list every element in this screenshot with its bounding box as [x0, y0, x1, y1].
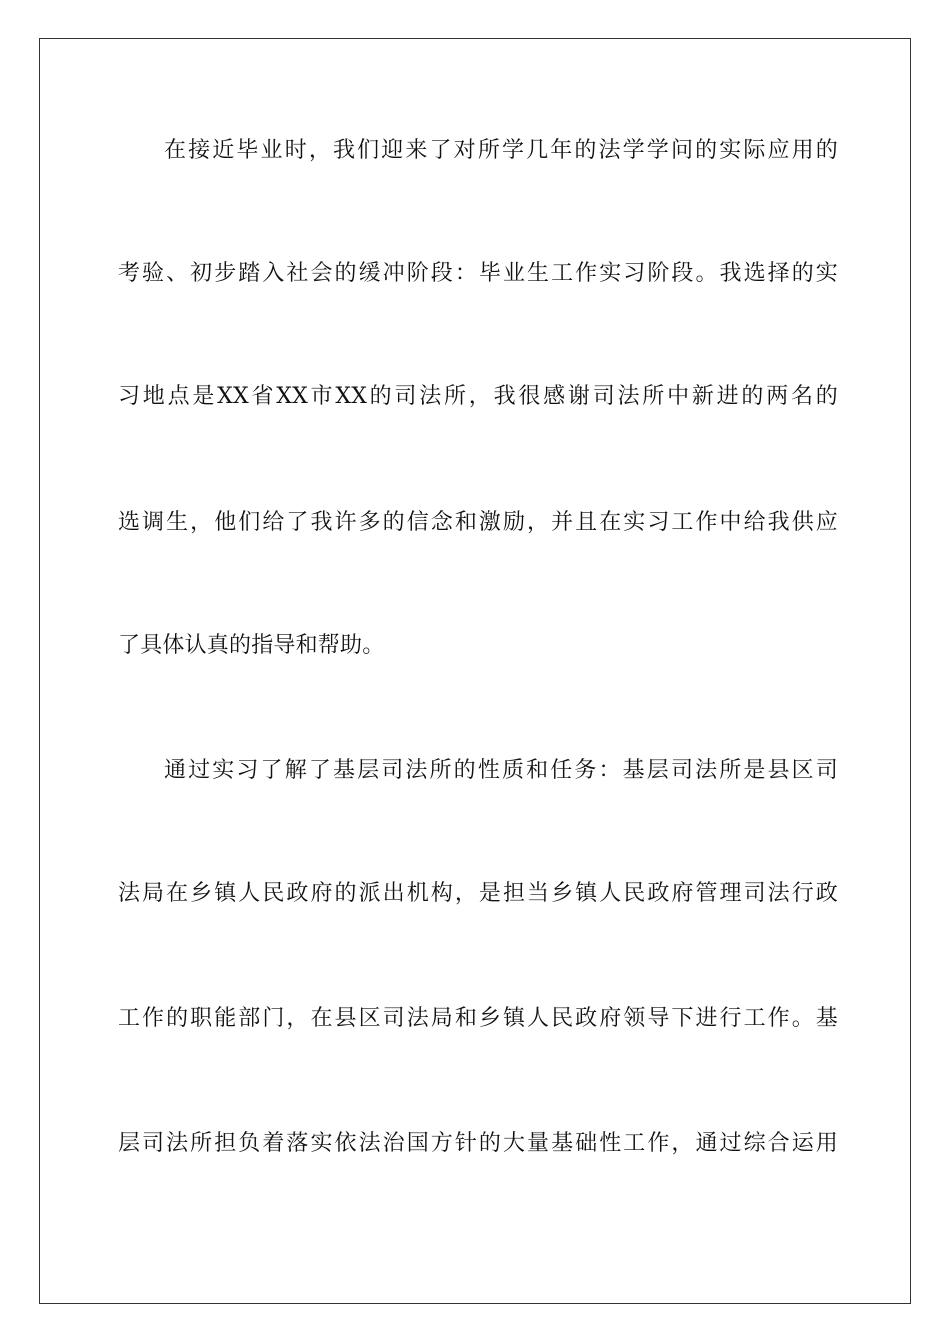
paragraph-1-line-5: 了具体认真的指导和帮助。 — [118, 633, 385, 658]
paragraph-2-line-1: 通过实习了解了基层司法所的性质和任务：基层司法所是县区司 — [164, 758, 838, 783]
paragraph-1-line-1: 在接近毕业时，我们迎来了对所学几年的法学学问的实际应用的 — [164, 138, 838, 163]
paragraph-2-line-2: 法局在乡镇人民政府的派出机构，是担当乡镇人民政府管理司法行政 — [118, 881, 838, 906]
paragraph-2-line-4: 层司法所担负着落实依法治国方针的大量基础性工作，通过综合运用 — [118, 1131, 838, 1156]
page-border — [39, 38, 911, 1304]
paragraph-2-line-3: 工作的职能部门，在县区司法局和乡镇人民政府领导下进行工作。基 — [118, 1006, 838, 1031]
paragraph-1-line-3: 习地点是XX省XX市XX的司法所，我很感谢司法所中新进的两名的 — [118, 384, 838, 409]
paragraph-1-line-2: 考验、初步踏入社会的缓冲阶段：毕业生工作实习阶段。我选择的实 — [118, 261, 838, 286]
paragraph-1-line-4: 选调生，他们给了我许多的信念和激励，并且在实习工作中给我供应 — [118, 510, 838, 535]
